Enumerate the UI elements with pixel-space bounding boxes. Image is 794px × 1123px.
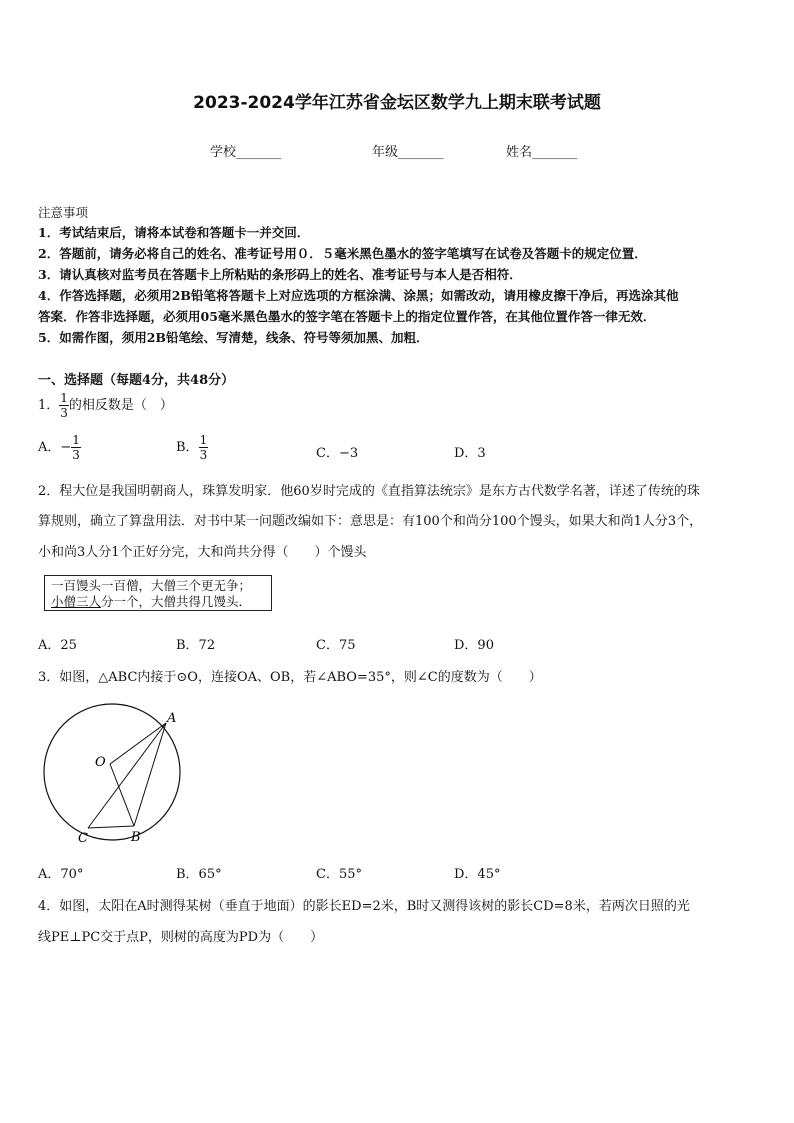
- q3-option-c[interactable]: C．55°: [316, 867, 362, 882]
- name-field: 姓名_______: [506, 145, 578, 160]
- q1-fraction: $\frac{1}{3}$: [60, 391, 68, 420]
- label-b: B: [131, 830, 141, 845]
- segment-ac: [88, 723, 166, 828]
- q2-option-a[interactable]: A．25: [38, 638, 77, 653]
- q4-line: 线PE⊥PC交于点P，则树的高度为PD为（ ）: [38, 930, 324, 945]
- q1-prefix: 1．: [38, 398, 60, 413]
- q3-text: 3．如图，△ABC内接于⊙O，连接OA、OB，若∠ABO=35°，则∠C的度数为（ ）: [38, 670, 542, 685]
- segment-cb: [88, 826, 134, 828]
- circle-o: [44, 704, 180, 840]
- q2-line: 小和尚3人分1个正好分完，大和尚共分得（ ）个馒头: [38, 545, 367, 560]
- q1-option-c[interactable]: C．−3: [316, 446, 359, 461]
- note-item: 答案．作答非选择题，必须用05毫米黑色墨水的签字笔在答题卡上的指定位置作答，在其他位置作答一律无效．: [38, 309, 656, 324]
- q2-line: 2．程大位是我国明朝商人，珠算发明家．他60岁时完成的《直指算法统宗》是东方古代数学名著，详述了传统的珠: [38, 484, 700, 499]
- note-item: 4．作答选择题，必须用2B铅笔将答题卡上对应选项的方框涂满、涂黑；如需改动，请用橡皮擦干净后，再选涂其他: [38, 288, 679, 303]
- notes-heading: 注意事项: [38, 205, 89, 220]
- q1-option-b[interactable]: B． $\frac{1}{3}$: [176, 433, 208, 462]
- q1-option-a[interactable]: A．− $\frac{1}{3}$: [38, 433, 80, 462]
- q2-option-d[interactable]: D．90: [454, 638, 494, 653]
- note-item: 3．请认真核对监考员在答题卡上所粘贴的条形码上的姓名、准考证号与本人是否相符．: [38, 267, 522, 282]
- circle-figure: [38, 702, 188, 850]
- segment-ob: [110, 764, 134, 826]
- q1-option-d[interactable]: D．3: [454, 446, 486, 461]
- q2-option-b[interactable]: B．72: [176, 638, 216, 653]
- school-field: 学校_______: [210, 145, 282, 160]
- q1-stem: 的相反数是（ ）: [68, 398, 173, 413]
- q3-option-a[interactable]: A．70°: [38, 867, 84, 882]
- grade-field: 年级_______: [372, 145, 444, 160]
- poem-box: [44, 575, 272, 611]
- section-heading: 一、选择题（每题4分，共48分）: [38, 373, 235, 388]
- q2-line: 算规则，确立了算盘用法．对书中某一问题改编如下：意思是：有100个和尚分100个馒头，如果大和尚1人分3个，: [38, 514, 703, 529]
- label-o: O: [95, 755, 106, 770]
- q3-option-b[interactable]: B．65°: [176, 867, 222, 882]
- q4-line: 4．如图，太阳在A时测得某树（垂直于地面）的影长ED=2米，B时又测得该树的影长CD=8米，若两次日照的光: [38, 899, 690, 914]
- poem-line-2: 小僧三人分一个，大僧共得几馒头．: [51, 594, 252, 609]
- question-1: [38, 392, 173, 419]
- poem-line-1: 一百馒头一百僧，大僧三个更无争；: [51, 578, 252, 593]
- note-item: 5．如需作图，须用2B铅笔绘、写清楚，线条、符号等须加黑、加粗．: [38, 330, 429, 345]
- note-item: 2．答题前，请务必将自己的姓名、准考证号用０．５毫米黑色墨水的签字笔填写在试卷及答题卡的规定位置．: [38, 246, 647, 261]
- segment-ab: [134, 723, 166, 826]
- label-c: C: [78, 831, 88, 846]
- note-item: 1．考试结束后，请将本试卷和答题卡一并交回．: [38, 225, 310, 240]
- q2-option-c[interactable]: C．75: [316, 638, 356, 653]
- segment-oa: [110, 723, 166, 764]
- page-title: 2023-2024学年江苏省金坛区数学九上期末联考试题: [193, 93, 601, 113]
- q3-option-d[interactable]: D．45°: [454, 867, 501, 882]
- label-a: A: [167, 711, 177, 726]
